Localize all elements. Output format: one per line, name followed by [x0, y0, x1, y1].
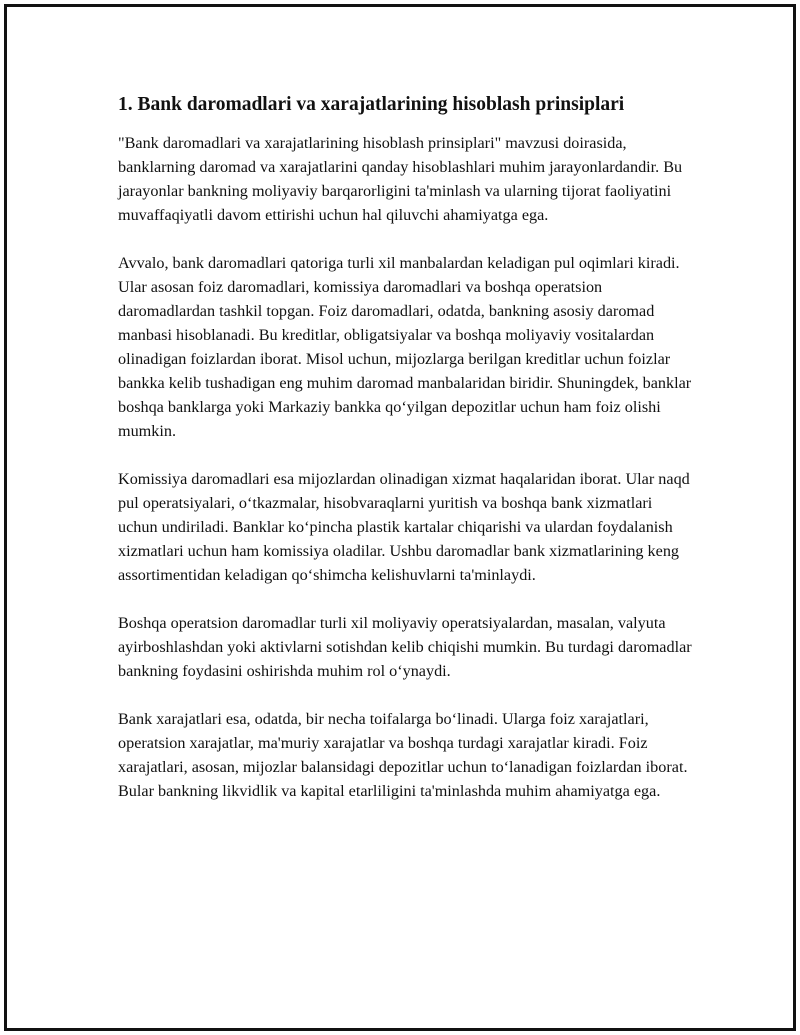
paragraph-intro: "Bank daromadlari va xarajatlarining hisoblash prinsiplari" mavzusi doirasida, banklarning daromad va xarajatlarini qanday hisoblashlari muhim jarayonlardandir. Bu jarayonlar bankning moliyaviy barqarorligini ta'minlash va ularning tijorat faoliyatini muvaffaqiyatli davom ettirishi uchun hal qiluvchi ahamiyatga ega.	[118, 134, 683, 224]
section-heading: 1. Bank daromadlari va xarajatlarining hisoblash prinsiplari	[118, 94, 625, 115]
paragraph-expenses: Bank xarajatlari esa, odatda, bir necha toifalarga bo‘linadi. Ularga foiz xarajatlari, operatsion xarajatlar, ma'muriy xarajatlar va boshqa turdagi xarajatlar kiradi. Foiz xarajatlari, asosan, mijozlar balansidagi depozitlar uchun to‘lanadigan foizlardan iborat. Bular bankning likvidlik va kapital etarliligini ta'minlashda muhim ahamiyatga ega.	[118, 710, 688, 800]
paragraph-income-sources: Avvalo, bank daromadlari qatoriga turli xil manbalardan keladigan pul oqimlari kiradi. Ular asosan foiz daromadlari, komissiya daromadlari va boshqa operatsion daromadlardan tashkil topgan. Foiz daromadlari, odatda, bankning asosiy daromad manbasi hisoblanadi. Bu kreditlar, obligatsiyalar va boshqa moliyaviy vositalardan olinadigan foizlardan iborat. Misol uchun, mijozlarga berilgan kreditlar uchun foizlar bankka kelib tushadigan eng muhim daromad manbalaridan biridir. Shuningdek, banklar boshqa banklarga yoki Markaziy bankka qo‘yilgan depozitlar uchun ham foiz olishi mumkin.	[118, 254, 692, 440]
paragraph-commission-income: Komissiya daromadlari esa mijozlardan olinadigan xizmat haqalaridan iborat. Ular naqd pul operatsiyalari, o‘tkazmalar, hisobvaraqlarni yuritish va boshqa bank xizmatlari uchun undiriladi. Banklar ko‘pincha plastik kartalar chiqarishi va ulardan foydalanish xizmatlari uchun ham komissiya oladilar. Ushbu daromadlar bank xizmatlarining keng assortimentidan keladigan qo‘shimcha kelishuvlarni ta'minlaydi.	[118, 470, 690, 584]
paragraph-other-income: Boshqa operatsion daromadlar turli xil moliyaviy operatsiyalardan, masalan, valyuta ayirboshlashdan yoki aktivlarni sotishdan kelib chiqishi mumkin. Bu turdagi daromadlar bankning foydasini oshirishda muhim rol o‘ynaydi.	[118, 614, 692, 680]
document-body	[118, 92, 692, 827]
